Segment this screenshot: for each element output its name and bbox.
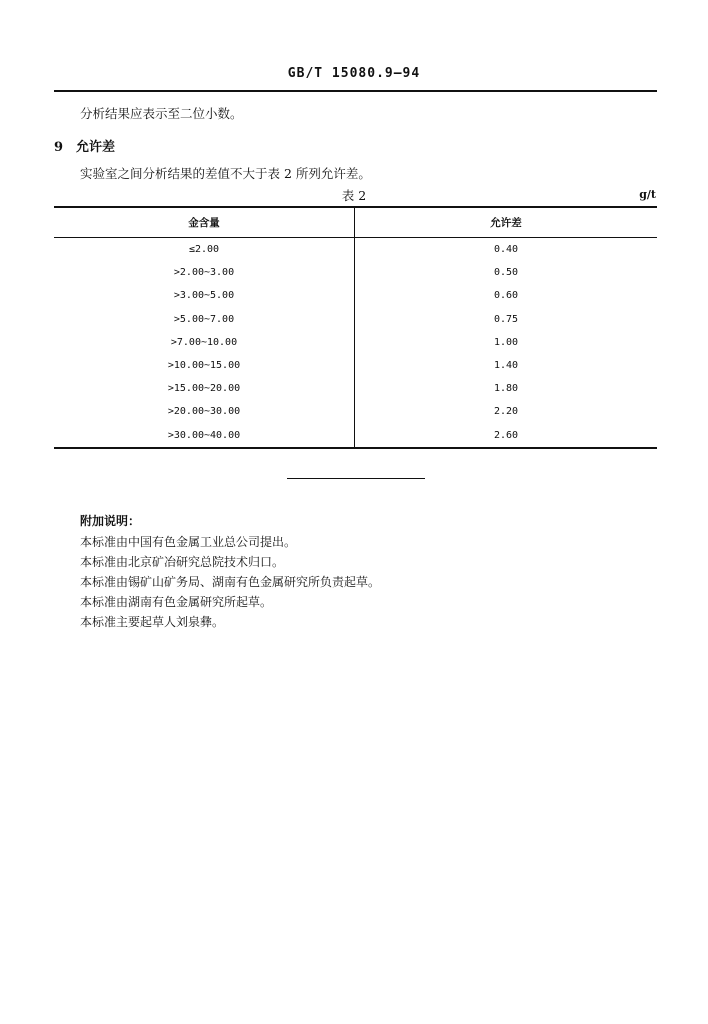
table-row <box>54 424 657 448</box>
gold-content-cell: ≤2.00 <box>54 238 355 262</box>
gold-content-cell: >3.00~5.00 <box>54 284 355 307</box>
gold-content-cell: >10.00~15.00 <box>54 354 355 377</box>
additional-notes <box>80 512 380 632</box>
tolerance-cell: 0.50 <box>493 267 519 279</box>
notes-title: 附加说明： <box>80 514 141 528</box>
note-line: 本标准主要起草人刘泉彝。 <box>80 615 225 629</box>
tolerance-cell: 0.75 <box>493 313 519 325</box>
note-line: 本标准由中国有色金属工业总公司提出。 <box>80 535 297 549</box>
table-row <box>54 377 657 400</box>
section-title: 允许差 <box>76 140 116 155</box>
header-divider <box>54 90 657 92</box>
tolerance-cell: 1.40 <box>493 360 519 372</box>
header-tolerance: 允许差 <box>355 207 658 238</box>
gold-content-cell: >15.00~20.00 <box>54 377 355 400</box>
tolerance-cell: 1.80 <box>493 383 519 395</box>
table-row <box>54 284 657 307</box>
tolerance-cell: 0.60 <box>493 290 519 302</box>
tolerance-cell: 1.00 <box>493 336 519 348</box>
tolerance-cell: 2.60 <box>493 429 519 441</box>
tolerance-cell: 0.40 <box>493 244 519 256</box>
table-row <box>54 331 657 354</box>
table-unit: g/t <box>639 188 656 201</box>
tolerance-cell: 2.20 <box>493 406 519 418</box>
table-row <box>54 238 657 262</box>
note-line: 本标准由锡矿山矿务局、湖南有色金属研究所负责起草。 <box>80 575 381 589</box>
table-row <box>54 354 657 377</box>
gold-content-cell: >7.00~10.00 <box>54 331 355 354</box>
table-header-row <box>54 207 657 238</box>
page-header-standard-code: GB/T 15080.9—94 <box>287 66 421 81</box>
gold-content-cell: >20.00~30.00 <box>54 400 355 423</box>
section-heading <box>54 136 115 155</box>
table-row <box>54 400 657 423</box>
note-line: 本标准由湖南有色金属研究所起草。 <box>80 595 273 609</box>
table-row <box>54 308 657 331</box>
tolerance-table <box>54 206 657 449</box>
table-caption: 表 2 <box>341 188 367 203</box>
gold-content-cell: >2.00~3.00 <box>54 261 355 284</box>
gold-content-cell: >30.00~40.00 <box>54 424 355 448</box>
end-of-text-rule <box>287 478 425 479</box>
table-row <box>54 261 657 284</box>
intro-paragraph: 分析结果应表示至二位小数。 <box>80 106 243 121</box>
section-paragraph: 实验室之间分析结果的差值不大于表 2 所列允许差。 <box>80 166 371 181</box>
header-gold-content: 金含量 <box>54 207 355 238</box>
gold-content-cell: >5.00~7.00 <box>54 308 355 331</box>
section-number: 9 <box>54 140 64 155</box>
note-line: 本标准由北京矿冶研究总院技术归口。 <box>80 555 285 569</box>
